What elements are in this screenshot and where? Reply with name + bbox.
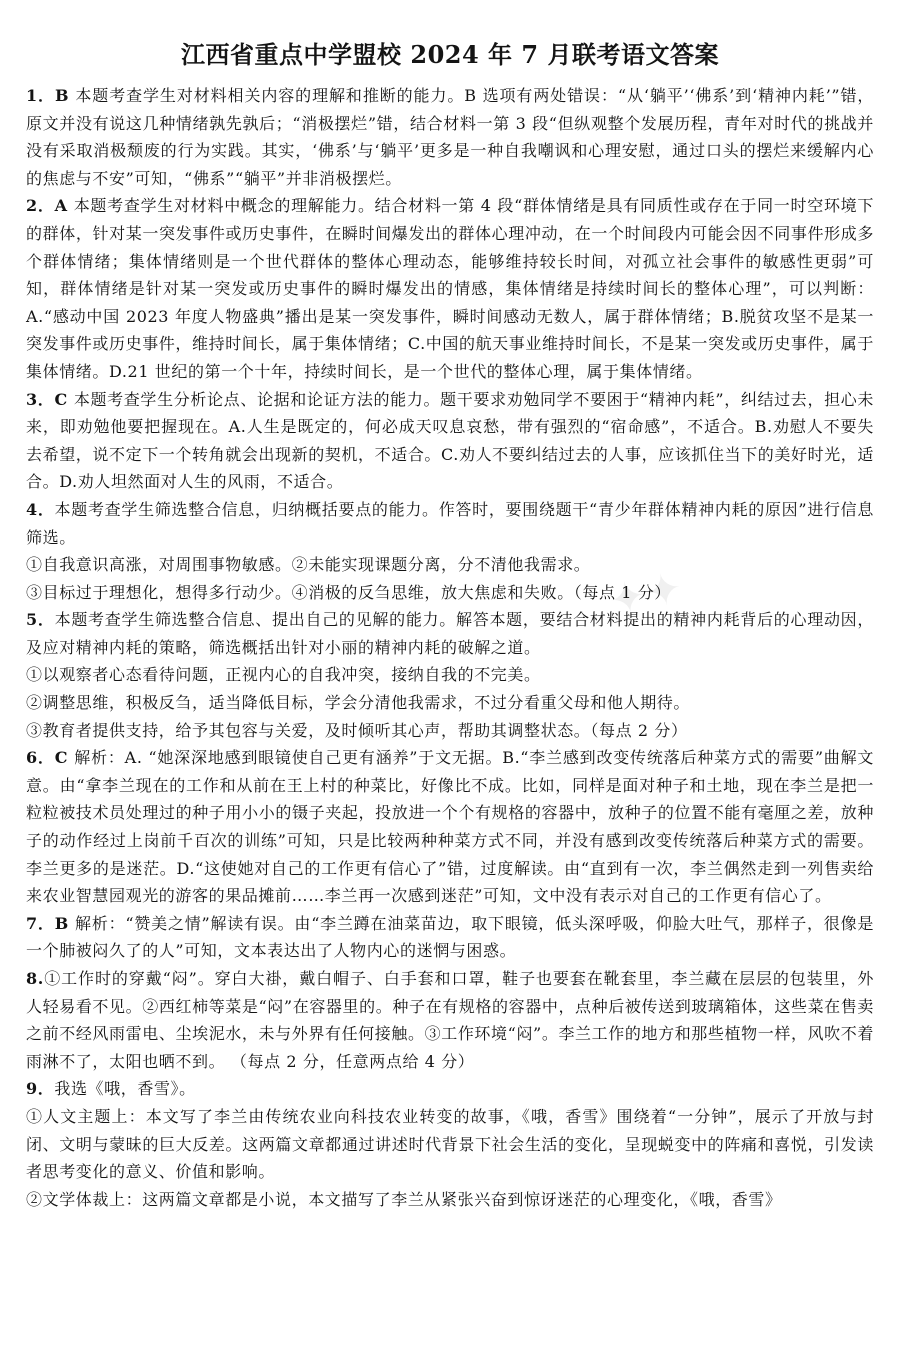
- question-number: 2．: [26, 196, 55, 216]
- answer-paragraph: [26, 496, 874, 551]
- answer-text: 本题考查学生对材料相关内容的理解和推断的能力。B 选项有两处错误：“从‘躺平’‘佛系’到‘精神内耗’”错，原文并没有说这几种情绪孰先孰后；“消极摆烂”错，结合材料一第 3 段“但纵观整个发展历程，青年对时代的挑战并没有采取消极颓废的行为实践。其实，‘佛系’与‘躺平’更多是一种自我嘲讽和心理安慰，通过口头的摆烂来缓解内心的焦虑与不安”可知，“佛系”“躺平”并非消极摆烂。: [26, 86, 874, 188]
- answer-paragraph: [26, 689, 874, 717]
- answer-text: ①人文主题上：本文写了李兰由传统农业向科技农业转变的故事，《哦，香雪》围绕着“一分钟”，展示了开放与封闭、文明与蒙昧的巨大反差。这两篇文章都通过讲述时代背景下社会生活的变化，呈现蜕变中的阵痛和喜悦，引发读者思考变化的意义、价值和影响。: [26, 1106, 874, 1182]
- answer-paragraph: [26, 82, 874, 192]
- answer-choice: B: [54, 913, 69, 933]
- answer-paragraph: [26, 192, 874, 385]
- answer-text: 本题考查学生分析论点、论据和论证方法的能力。题干要求劝勉同学不要困于“精神内耗”，纠结过去，担心未来，即劝勉他要把握现在。A.人生是既定的，何必成天叹息哀愁，带有强烈的“宿命感”，不适合。B.劝慰人不要失去希望，说不定下一个转角就会出现新的契机，不适合。C.劝人不要纠结过去的人事，应该抓住当下的美好时光，适合。D.劝人坦然面对人生的风雨，不适合。: [26, 389, 874, 492]
- answer-text: 我选《哦，香雪》。: [54, 1079, 196, 1099]
- question-number: 3．: [26, 389, 55, 409]
- answer-paragraph: [26, 910, 874, 965]
- answer-text: ③教育者提供支持，给予其包容与关爱，及时倾听其心声，帮助其调整状态。（每点 2 分）: [26, 720, 688, 740]
- document-title: 江西省重点中学盟校 2024 年 7 月联考语文答案: [181, 40, 719, 69]
- answer-list: [26, 82, 874, 1213]
- answer-text: 本题考查学生筛选整合信息，归纳概括要点的能力。作答时，要围绕题干“青少年群体精神内耗的原因”进行信息筛选。: [26, 499, 874, 547]
- question-number: 9．: [26, 1079, 55, 1099]
- answer-paragraph: [26, 606, 874, 661]
- question-number: 4．: [26, 499, 55, 519]
- answer-paragraph: [26, 1103, 874, 1186]
- answer-paragraph: [26, 386, 874, 496]
- answer-text: 本题考查学生对材料中概念的理解能力。结合材料一第 4 段“群体情绪是具有同质性或存在于同一时空环境下的群体，针对某一突发事件或历史事件，在瞬时间爆发出的群体心理冲动，在一个时间段内可能会因不同事件形成多个群体情绪；集体情绪则是一个世代群体的整体心理动态，能够维持较长时间，对孤立社会事件的敏感性更弱”可知，群体情绪是针对某一突发或历史事件的瞬时爆发出的情感，集体情绪是持续时间长的整体心理”，可以判断：A.“感动中国 2023 年度人物盛典”播出是某一突发事件，瞬时间感动无数人，属于群体情绪；B.脱贫攻坚不是某一突发事件或历史事件，维持时间长，属于集体情绪；C.中国的航天事业维持时间长，不是某一突发或历史事件，属于集体情绪。D.21 世纪的第一个十年，持续时间长，是一个世代的整体心理，属于集体情绪。: [26, 196, 874, 381]
- question-number: 7．: [26, 913, 55, 933]
- answer-paragraph: [26, 551, 874, 579]
- question-number: 1．: [26, 86, 55, 105]
- answer-text: 本题考查学生筛选整合信息、提出自己的见解的能力。解答本题，要结合材料提出的精神内耗背后的心理动因，及应对精神内耗的策略，筛选概括出针对小丽的精神内耗的破解之道。: [26, 610, 874, 657]
- answer-text: ①自我意识高涨，对周围事物敏感。②未能实现课题分离，分不清他我需求。: [26, 555, 591, 575]
- answer-choice: C: [54, 389, 68, 409]
- answer-paragraph: [26, 965, 874, 1075]
- question-number: 5．: [26, 610, 55, 630]
- question-number: 6．: [26, 748, 55, 768]
- answer-text: ③目标过于理想化，想得多行动少。④消极的反刍思维，放大焦虑和失败。（每点 1 分）: [26, 582, 671, 602]
- answer-choice: B: [54, 86, 70, 105]
- answer-paragraph: [26, 579, 874, 607]
- answer-paragraph: [26, 744, 874, 910]
- answer-choice: A: [54, 196, 68, 216]
- answer-paragraph: [26, 1186, 874, 1214]
- answer-text: ①工作时的穿戴“闷”。穿白大褂，戴白帽子、白手套和口罩，鞋子也要套在靴套里，李兰藏在层层的包装里，外人轻易看不见。②西红柿等菜是“闷”在容器里的。种子在有规格的容器中，点种后被传送到玻璃箱体，这些菜在售卖之前不经风雨雷电、尘埃泥水，未与外界有任何接触。③工作环境“闷”。李兰工作的地方和那些植物一样，风吹不着雨淋不了，太阳也晒不到。 （每点 2 分，任意两点给 4 分）: [26, 969, 874, 1071]
- watermark: ✦✦: [604, 562, 688, 628]
- answer-text: ②文学体裁上：这两篇文章都是小说，本文描写了李兰从紧张兴奋到惊讶迷茫的心理变化，《哦，香雪》: [26, 1189, 782, 1209]
- answer-paragraph: [26, 717, 874, 745]
- question-number: 8.: [26, 969, 44, 988]
- answer-text: 解析：A. “她深深地感到眼镜使自己更有涵养”于文无据。B.“李兰感到改变传统落后种菜方式的需要”曲解文意。由“拿李兰现在的工作和从前在王上村的种菜比，好像比不成。比如，同样是面对种子和土地，现在李兰是把一粒粒被技术员处理过的种子用小小的镊子夹起，投放进一个个有规格的容器中，放种子的位置不能有毫厘之差，放种子的动作经过上岗前千百次的训练”可知，只是比较两种种菜方式不同，并没有感到改变传统落后种菜方式的需要。李兰更多的是迷茫。D.“这使她对自己的工作更有信心了”错，过度解读。由“直到有一次，李兰偶然走到一列售卖给来农业智慧园观光的游客的果品摊前……李兰再一次感到迷茫”可知，文中没有表示对自己的工作更有信心了。: [26, 748, 874, 906]
- answer-choice: C: [54, 748, 69, 768]
- answer-paragraph: [26, 1075, 874, 1103]
- answer-text: ①以观察者心态看待问题，正视内心的自我冲突，接纳自我的不完美。: [26, 665, 541, 685]
- answer-text: 解析：“赞美之情”解读有误。由“李兰蹲在油菜苗边，取下眼镜，低头深呼吸，仰脸大吐气，那样子，很像是一个肺被闷久了的人”可知，文本表达出了人物内心的迷惘与困惑。: [26, 913, 874, 961]
- answer-text: ②调整思维，积极反刍，适当降低目标，学会分清他我需求，不过分看重父母和他人期待。: [26, 693, 691, 713]
- answer-paragraph: [26, 661, 874, 689]
